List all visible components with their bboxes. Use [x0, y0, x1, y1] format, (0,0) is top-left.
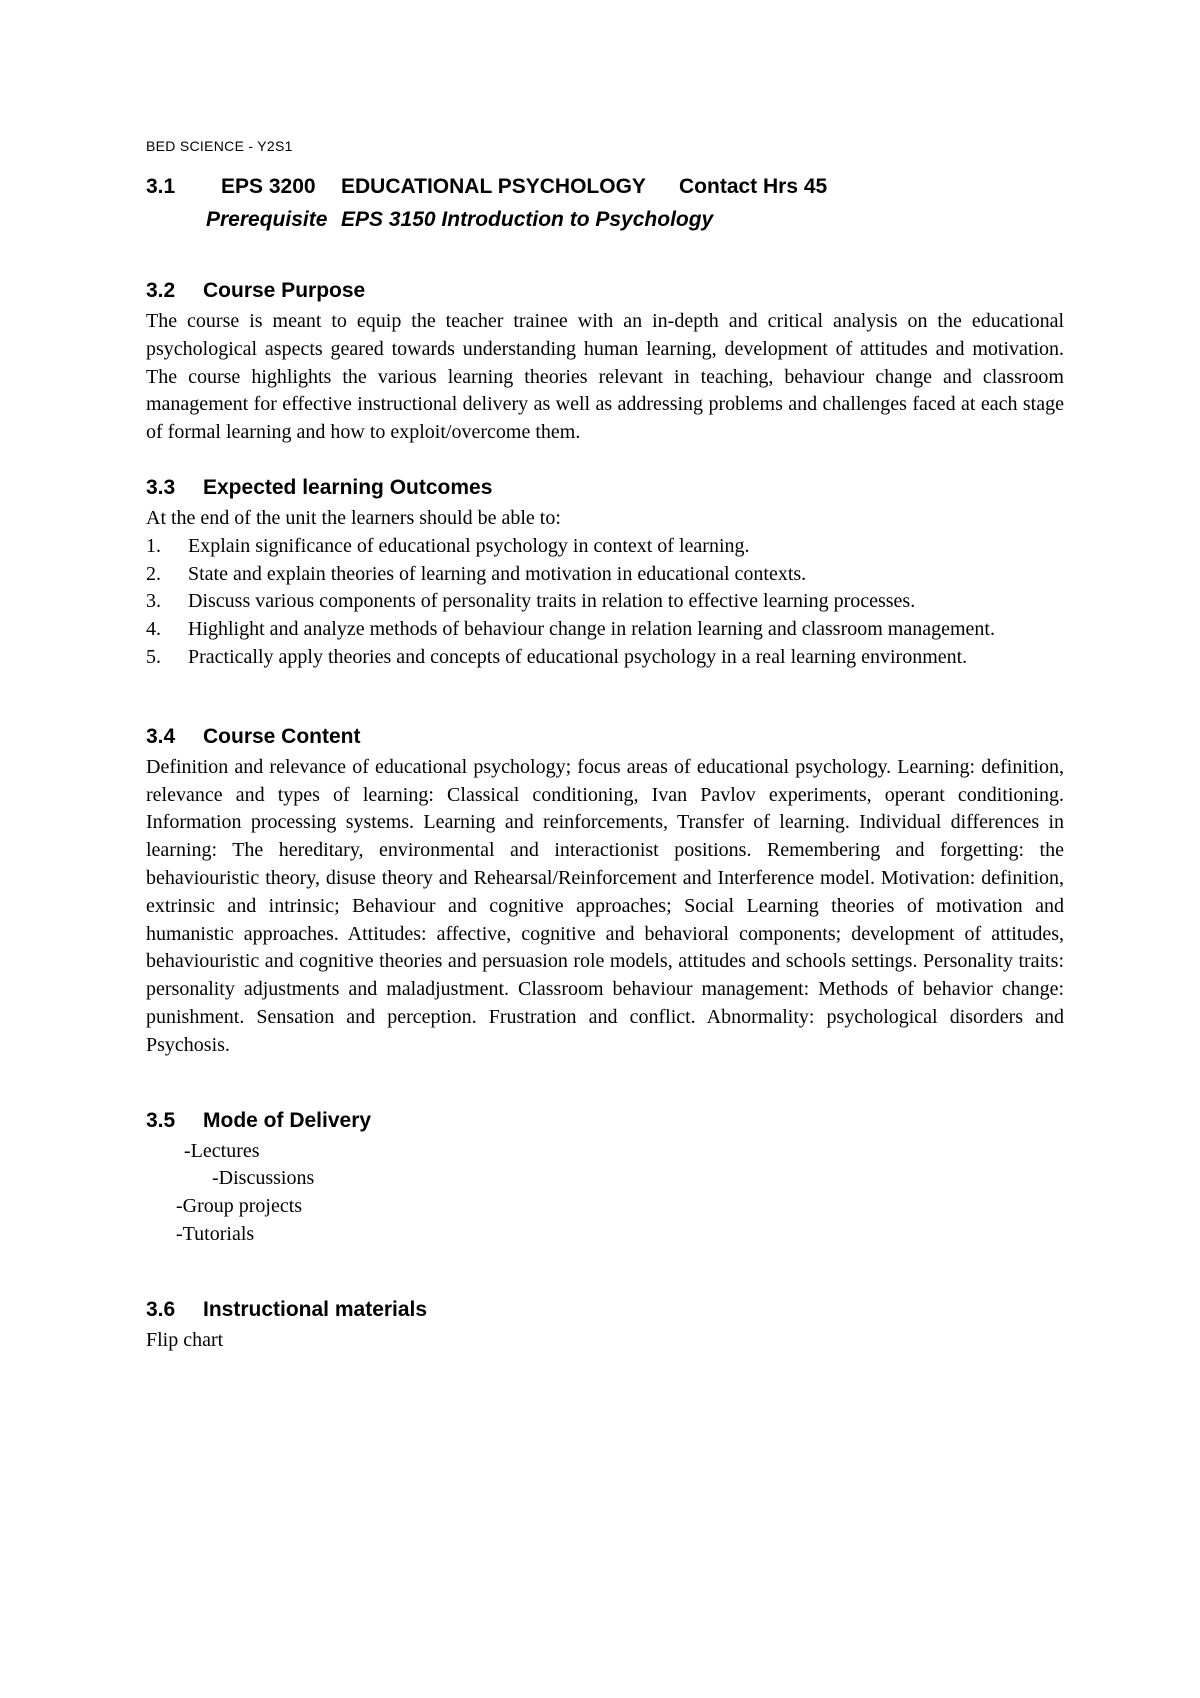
list-item: -Tutorials [176, 1222, 255, 1245]
section-title: Course Purpose [203, 279, 366, 302]
section-heading-materials [146, 1295, 1064, 1325]
list-item: 3. Discuss various components of personality traits in relation to effective learning processes. [146, 590, 916, 613]
list-item: 4. Highlight and analyze methods of behaviour change in relation learning and classroom management. [146, 618, 995, 641]
course-number: 3.1 [146, 175, 176, 198]
course-title: EDUCATIONAL PSYCHOLOGY [341, 175, 646, 198]
list-item: 5. Practically apply theories and concepts of educational psychology in a real learning environment. [146, 645, 968, 668]
purpose-paragraph: The course is meant to equip the teacher trainee with an in-depth and critical analysis on the educational psychological aspects geared towards understanding human learning, development of attitudes and motivation. The course highlights the various learning theories relevant in teaching, behaviour change and classroom management for effective instructional delivery as well as addressing problems and challenges faced at each stage of formal learning and how to exploit/overcome them. [146, 310, 1064, 444]
list-item: -Lectures [184, 1139, 260, 1162]
course-code: EPS 3200 [221, 175, 316, 198]
prerequisite-line [206, 204, 1064, 236]
document-page [146, 138, 1064, 1355]
section-heading-purpose [146, 276, 1064, 306]
list-item: -Group projects [176, 1195, 303, 1218]
section-heading-outcomes [146, 473, 1064, 503]
program-label: BED SCIENCE - Y2S1 [146, 138, 293, 154]
list-item: 2. State and explain theories of learning and motivation in educational contexts. [146, 562, 807, 585]
section-number: 3.2 [146, 279, 176, 302]
outcomes-list [146, 533, 1064, 672]
prerequisite-value: EPS 3150 Introduction to Psychology [341, 208, 714, 231]
section-title: Expected learning Outcomes [203, 475, 493, 499]
list-item: 1. Explain significance of educational psychology in context of learning. [146, 534, 750, 557]
contact-hours: Contact Hrs 45 [679, 175, 828, 198]
prerequisite-label: Prerequisite [206, 208, 328, 231]
materials-text: Flip chart [146, 1328, 224, 1351]
section-number: 3.3 [146, 475, 176, 499]
list-item: -Discussions [212, 1167, 315, 1190]
section-heading-content [146, 722, 1064, 752]
delivery-list [146, 1138, 1064, 1249]
section-title: Instructional materials [203, 1297, 428, 1321]
section-title: Course Content [203, 724, 361, 748]
section-heading-delivery [146, 1106, 1064, 1136]
section-number: 3.4 [146, 724, 176, 748]
section-title: Mode of Delivery [203, 1108, 372, 1132]
outcomes-intro: At the end of the unit the learners should be able to: [146, 506, 561, 529]
section-number: 3.5 [146, 1108, 176, 1132]
content-paragraph: Definition and relevance of educational psychology; focus areas of educational psychology. Learning: definition, relevance and types of learning: Classical conditioning, Ivan Pavlov experiments, operant conditioning. Information processing systems. Learning and reinforcements, Transfer of learning. Individual differences in learning: The hereditary, environmental and interactionist positions. Remembering and forgetting: the behaviouristic theory, disuse theory and Rehearsal/Reinforcement and Interference model. Motivation: definition, extrinsic and intrinsic; Behaviour and cognitive approaches; Social Learning theories of motivation and humanistic approaches. Attitudes: affective, cognitive and behavioral components; development of attitudes, behaviouristic and cognitive theories and persuasion role models, attitudes and schools settings. Personality traits: personality adjustments and maladjustment. Classroom behaviour management: Methods of behavior change: punishment. Sensation and perception. Frustration and conflict. Abnormality: psychological disorders and Psychosis. [146, 755, 1064, 1056]
course-header [146, 170, 1064, 204]
section-number: 3.6 [146, 1297, 176, 1321]
